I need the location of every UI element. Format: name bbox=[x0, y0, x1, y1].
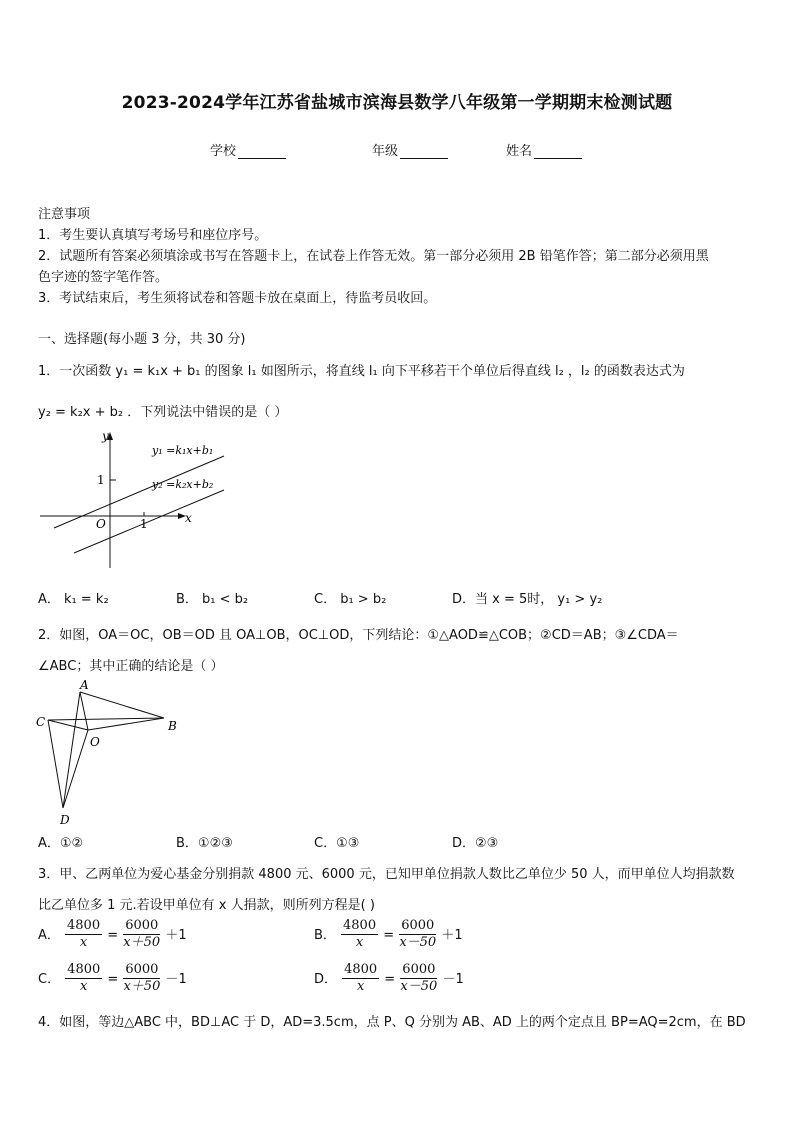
point-d-label: D bbox=[60, 813, 70, 827]
point-o-label: O bbox=[90, 735, 100, 749]
q3-option-c[interactable]: C． $\frac{4800}{x}$ = $\frac{6000}{x+50}$ －1 bbox=[38, 962, 187, 994]
q2-option-b[interactable]: B．①②③ bbox=[176, 836, 233, 851]
notice-item-2a: 2．试题所有答案必须填涂或书写在答题卡上，在试卷上作答无效。第一部分必须用 2B 铅笔作答；第二部分必须用黑 bbox=[38, 249, 709, 264]
fraction: $\frac{6000}{x-50}$ bbox=[399, 918, 437, 950]
q1-stem-line2: y₂ = k₂x + b₂ ．下列说法中错误的是（ ） bbox=[38, 405, 288, 420]
q2-option-c[interactable]: C．①③ bbox=[314, 836, 360, 851]
q4-stem-line1: 4．如图，等边△ABC 中，BD⊥AC 于 D，AD=3.5cm，点 P、Q 分别为 AB、AD 上的两个定点且 BP=AQ=2cm，在 BD bbox=[38, 1015, 746, 1030]
grade-blank[interactable] bbox=[400, 145, 448, 159]
q3-stem-line2: 比乙单位多 1 元.若设甲单位有 x 人捐款，则所列方程是( ) bbox=[38, 898, 375, 913]
name-blank[interactable] bbox=[534, 145, 582, 159]
point-c-label: C bbox=[36, 715, 46, 729]
fraction: $\frac{6000}{x+50}$ bbox=[123, 918, 161, 950]
q1-stem-line1: 1．一次函数 y₁ = k₁x + b₁ 的图象 l₁ 如图所示，将直线 l₁ 向下平移若干个单位后得直线 l₂ ，l₂ 的函数表达式为 bbox=[38, 364, 685, 379]
school-label: 学校 bbox=[210, 144, 237, 159]
q1-option-c[interactable]: C． b₁ > b₂ bbox=[314, 592, 387, 607]
name-field[interactable] bbox=[506, 140, 582, 159]
y-axis-label: y bbox=[102, 429, 109, 443]
fraction: $\frac{4800}{x}$ bbox=[344, 962, 378, 994]
q3-option-a-label: A． bbox=[38, 928, 60, 943]
y-one-label: 1 bbox=[97, 473, 105, 487]
q2-option-a[interactable]: A．①② bbox=[38, 836, 84, 851]
point-b-label: B bbox=[168, 719, 177, 733]
q1-option-a[interactable]: A． k₁ = k₂ bbox=[38, 592, 109, 607]
x-one-label: 1 bbox=[140, 517, 148, 531]
fraction: $\frac{6000}{x+50}$ bbox=[123, 962, 161, 994]
q3-option-b-label: B． bbox=[314, 928, 336, 943]
name-label: 姓名 bbox=[506, 144, 533, 159]
q2-stem-line2: ∠ABC；其中正确的结论是（ ） bbox=[38, 659, 224, 674]
l1-label: y₁ =k₁x+b₁ bbox=[152, 444, 214, 457]
notice-item-3: 3．考试结束后，考生须将试卷和答题卡放在桌面上，待监考员收回。 bbox=[38, 291, 437, 306]
fraction: $\frac{6000}{x-50}$ bbox=[400, 962, 438, 994]
school-blank[interactable] bbox=[238, 145, 286, 159]
q3-option-a[interactable]: A． $\frac{4800}{x}$ = $\frac{6000}{x+50}$ ＋1 bbox=[38, 918, 187, 950]
segment-ob bbox=[88, 718, 164, 730]
fraction: $\frac{4800}{x}$ bbox=[67, 918, 101, 950]
segment-ad bbox=[63, 692, 80, 808]
school-field[interactable] bbox=[210, 140, 286, 159]
q2-figure bbox=[30, 676, 190, 828]
q3-option-b[interactable]: B． $\frac{4800}{x}$ = $\frac{6000}{x-50}$ ＋1 bbox=[314, 918, 463, 950]
q1-option-b[interactable]: B． b₁ < b₂ bbox=[176, 592, 249, 607]
x-axis-label: x bbox=[185, 511, 192, 525]
notice-item-1: 1．考生要认真填写考场号和座位序号。 bbox=[38, 228, 268, 243]
q3-option-d[interactable]: D． $\frac{4800}{x}$ = $\frac{6000}{x-50}$ －1 bbox=[314, 962, 464, 994]
l2-label: y₂ =k₂x+b₂ bbox=[152, 478, 214, 491]
segment-cb bbox=[48, 718, 164, 720]
q3-stem-line1: 3．甲、乙两单位为爱心基金分别捐款 4800 元、6000 元，已知甲单位捐款人数比乙单位少 50 人，而甲单位人均捐款数 bbox=[38, 867, 735, 882]
grade-field[interactable] bbox=[372, 140, 448, 159]
q3-option-d-label: D． bbox=[314, 972, 338, 987]
q3-option-c-label: C． bbox=[38, 972, 61, 987]
segment-od bbox=[63, 730, 88, 808]
origin-label: O bbox=[96, 517, 106, 531]
q2-option-d[interactable]: D．②③ bbox=[452, 836, 499, 851]
segment-ab bbox=[80, 692, 164, 718]
line-l1 bbox=[54, 456, 224, 528]
q1-option-d[interactable]: D．当 x = 5时， y₁ > y₂ bbox=[452, 592, 603, 607]
grade-label: 年级 bbox=[372, 144, 399, 159]
point-a-label: A bbox=[80, 678, 89, 692]
notice-item-2b: 色字迹的签字笔作答。 bbox=[38, 270, 169, 285]
q2-stem-line1: 2．如图，OA＝OC，OB＝OD 且 OA⊥OB，OC⊥OD，下列结论：①△AOD≌△COB；②CD＝AB；③∠CDA＝ bbox=[38, 628, 679, 643]
segment-co bbox=[48, 720, 88, 730]
section-heading: 一、选择题(每小题 3 分，共 30 分) bbox=[38, 332, 246, 347]
segment-ao bbox=[80, 692, 88, 730]
segment-cd bbox=[48, 720, 63, 808]
fraction: $\frac{4800}{x}$ bbox=[343, 918, 377, 950]
notice-heading: 注意事项 bbox=[38, 207, 91, 222]
page-title: 2023-2024学年江苏省盐城市滨海县数学八年级第一学期期末检测试题 bbox=[121, 93, 673, 113]
q1-graph bbox=[34, 428, 234, 573]
fraction: $\frac{4800}{x}$ bbox=[67, 962, 101, 994]
